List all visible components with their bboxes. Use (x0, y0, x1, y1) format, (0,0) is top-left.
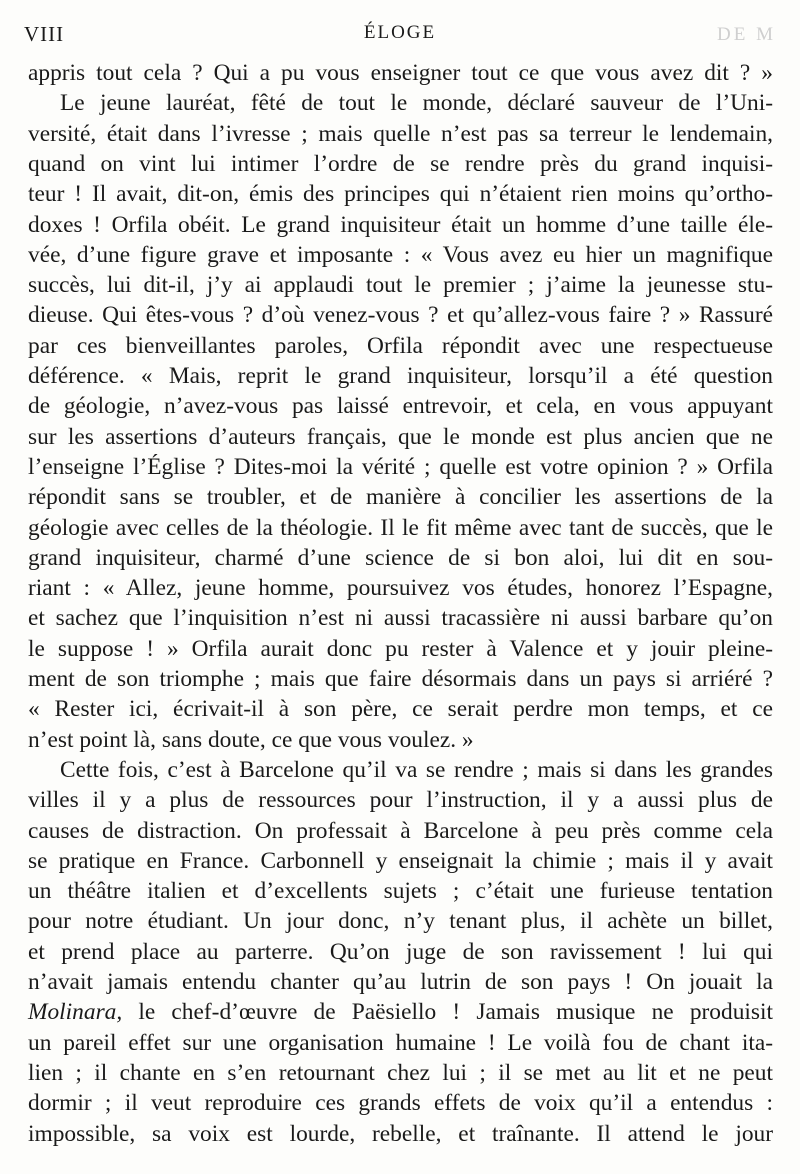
text-line: Cette fois, c’est à Barcelone qu’il va se rendre ; mais si dans les grandes (60, 756, 773, 783)
text-line: riant : « Allez, jeune homme, poursuivez vos études, honorez l’Espagne, (28, 575, 773, 602)
page-number: VIII (24, 22, 65, 46)
text-line: versité, était dans l’ivresse ; mais quelle n’est pas sa terreur le lendemain, (28, 120, 773, 147)
text-line: de géologie, n’avez-vous pas laissé entrevoir, et cela, en vous appuyant (28, 393, 773, 420)
text-line: vée, d’une figure grave et imposante : « Vous avez eu hier un magnifique (28, 241, 773, 268)
running-title: ÉLOGE (363, 22, 437, 43)
text-line: un pareil effet sur une organisation humaine ! Le voilà fou de chant ita- (28, 1029, 773, 1056)
text-line: répondit sans se troubler, et de manière à concilier les assertions de la (28, 484, 773, 511)
text-line: se pratique en France. Carbonnell y enseignait la chimie ; mais il y avait (28, 847, 773, 874)
text-line: ment de son triomphe ; mais que faire désormais dans un pays si arriéré ? (28, 666, 773, 692)
text-line: grand inquisiteur, charmé d’une science de si bon aloi, lui dit en sou- (28, 544, 773, 571)
text-line: par ces bienveillantes paroles, Orfila répondit avec une respectueuse (28, 332, 773, 359)
text-line: impossible, sa voix est lourde, rebelle, et traînante. Il attend le jour (28, 1120, 773, 1147)
text-line: géologie avec celles de la théologie. Il le fit même avec tant de succès, que le (28, 514, 773, 541)
text-line: Le jeune lauréat, fêté de tout le monde, déclaré sauveur de l’Uni- (60, 90, 773, 117)
text-line: appris tout cela ? Qui a pu vous enseigner tout ce que vous avez dit ? » (28, 60, 773, 86)
text-line: l’enseigne l’Église ? Dites-moi la vérité ; quelle est votre opinion ? » Orfila (28, 453, 773, 480)
text-line: le suppose ! » Orfila aurait donc pu rester à Valence et y jouir pleine- (28, 635, 773, 662)
text-line: villes il y a plus de ressources pour l’instruction, il y a aussi plus de (28, 787, 773, 814)
italic-title: Molinara, (28, 999, 123, 1026)
text-line: causes de distraction. On professait à Barcelone à peu près comme cela (28, 817, 773, 844)
bleed-through-text: DE M (717, 24, 776, 45)
text-line: sur les assertions d’auteurs français, que le monde est plus ancien que ne (28, 423, 773, 450)
text-line: dieuse. Qui êtes-vous ? d’où venez-vous ? et qu’allez-vous faire ? » Rassuré (28, 302, 773, 329)
text-line: n’avait jamais entendu chanter qu’au lutrin de son pays ! On jouait la (28, 969, 773, 995)
text-line: pour notre étudiant. Un jour donc, n’y tenant plus, il achète un billet, (28, 908, 773, 935)
text-line: dormir ; il veut reproduire ces grands effets de voix qu’il a entendus : (28, 1090, 773, 1117)
text-line: succès, lui dit-il, j’y ai applaudi tout le premier ; j’aime la jeunesse stu- (28, 272, 773, 299)
text-line: et sachez que l’inquisition n’est ni aussi tracassière ni aussi barbare qu’on (28, 605, 773, 632)
text-line: et prend place au parterre. Qu’on juge de son ravissement ! lui qui (28, 938, 773, 965)
text-line: teur ! Il avait, dit-on, émis des principes qui n’étaient rien moins qu’ortho- (28, 181, 773, 208)
text-line: déférence. « Mais, reprit le grand inquisiteur, lorsqu’il a été question (28, 363, 773, 389)
text-line: lien ; il chante en s’en retournant chez lui ; il se met au lit et ne peut (28, 1059, 773, 1086)
text-line-rest: le chef-d’œuvre de Paësiello ! Jamais musique ne produisit (122, 999, 773, 1026)
text-line-with-italic (28, 997, 773, 1027)
text-line: « Rester ici, écrivait-il à son père, ce serait perdre mon temps, et ce (28, 696, 773, 723)
running-head (24, 22, 776, 46)
text-line: doxes ! Orfila obéit. Le grand inquisiteur était un homme d’une taille éle- (28, 211, 773, 238)
text-line: un théâtre italien et d’excellents sujets ; c’était une furieuse tentation (28, 878, 773, 905)
text-line: quand on vint lui intimer l’ordre de se rendre près du grand inquisi- (28, 150, 773, 177)
text-line-paragraph-end: n’est point là, sans doute, ce que vous voulez. » (28, 726, 474, 753)
